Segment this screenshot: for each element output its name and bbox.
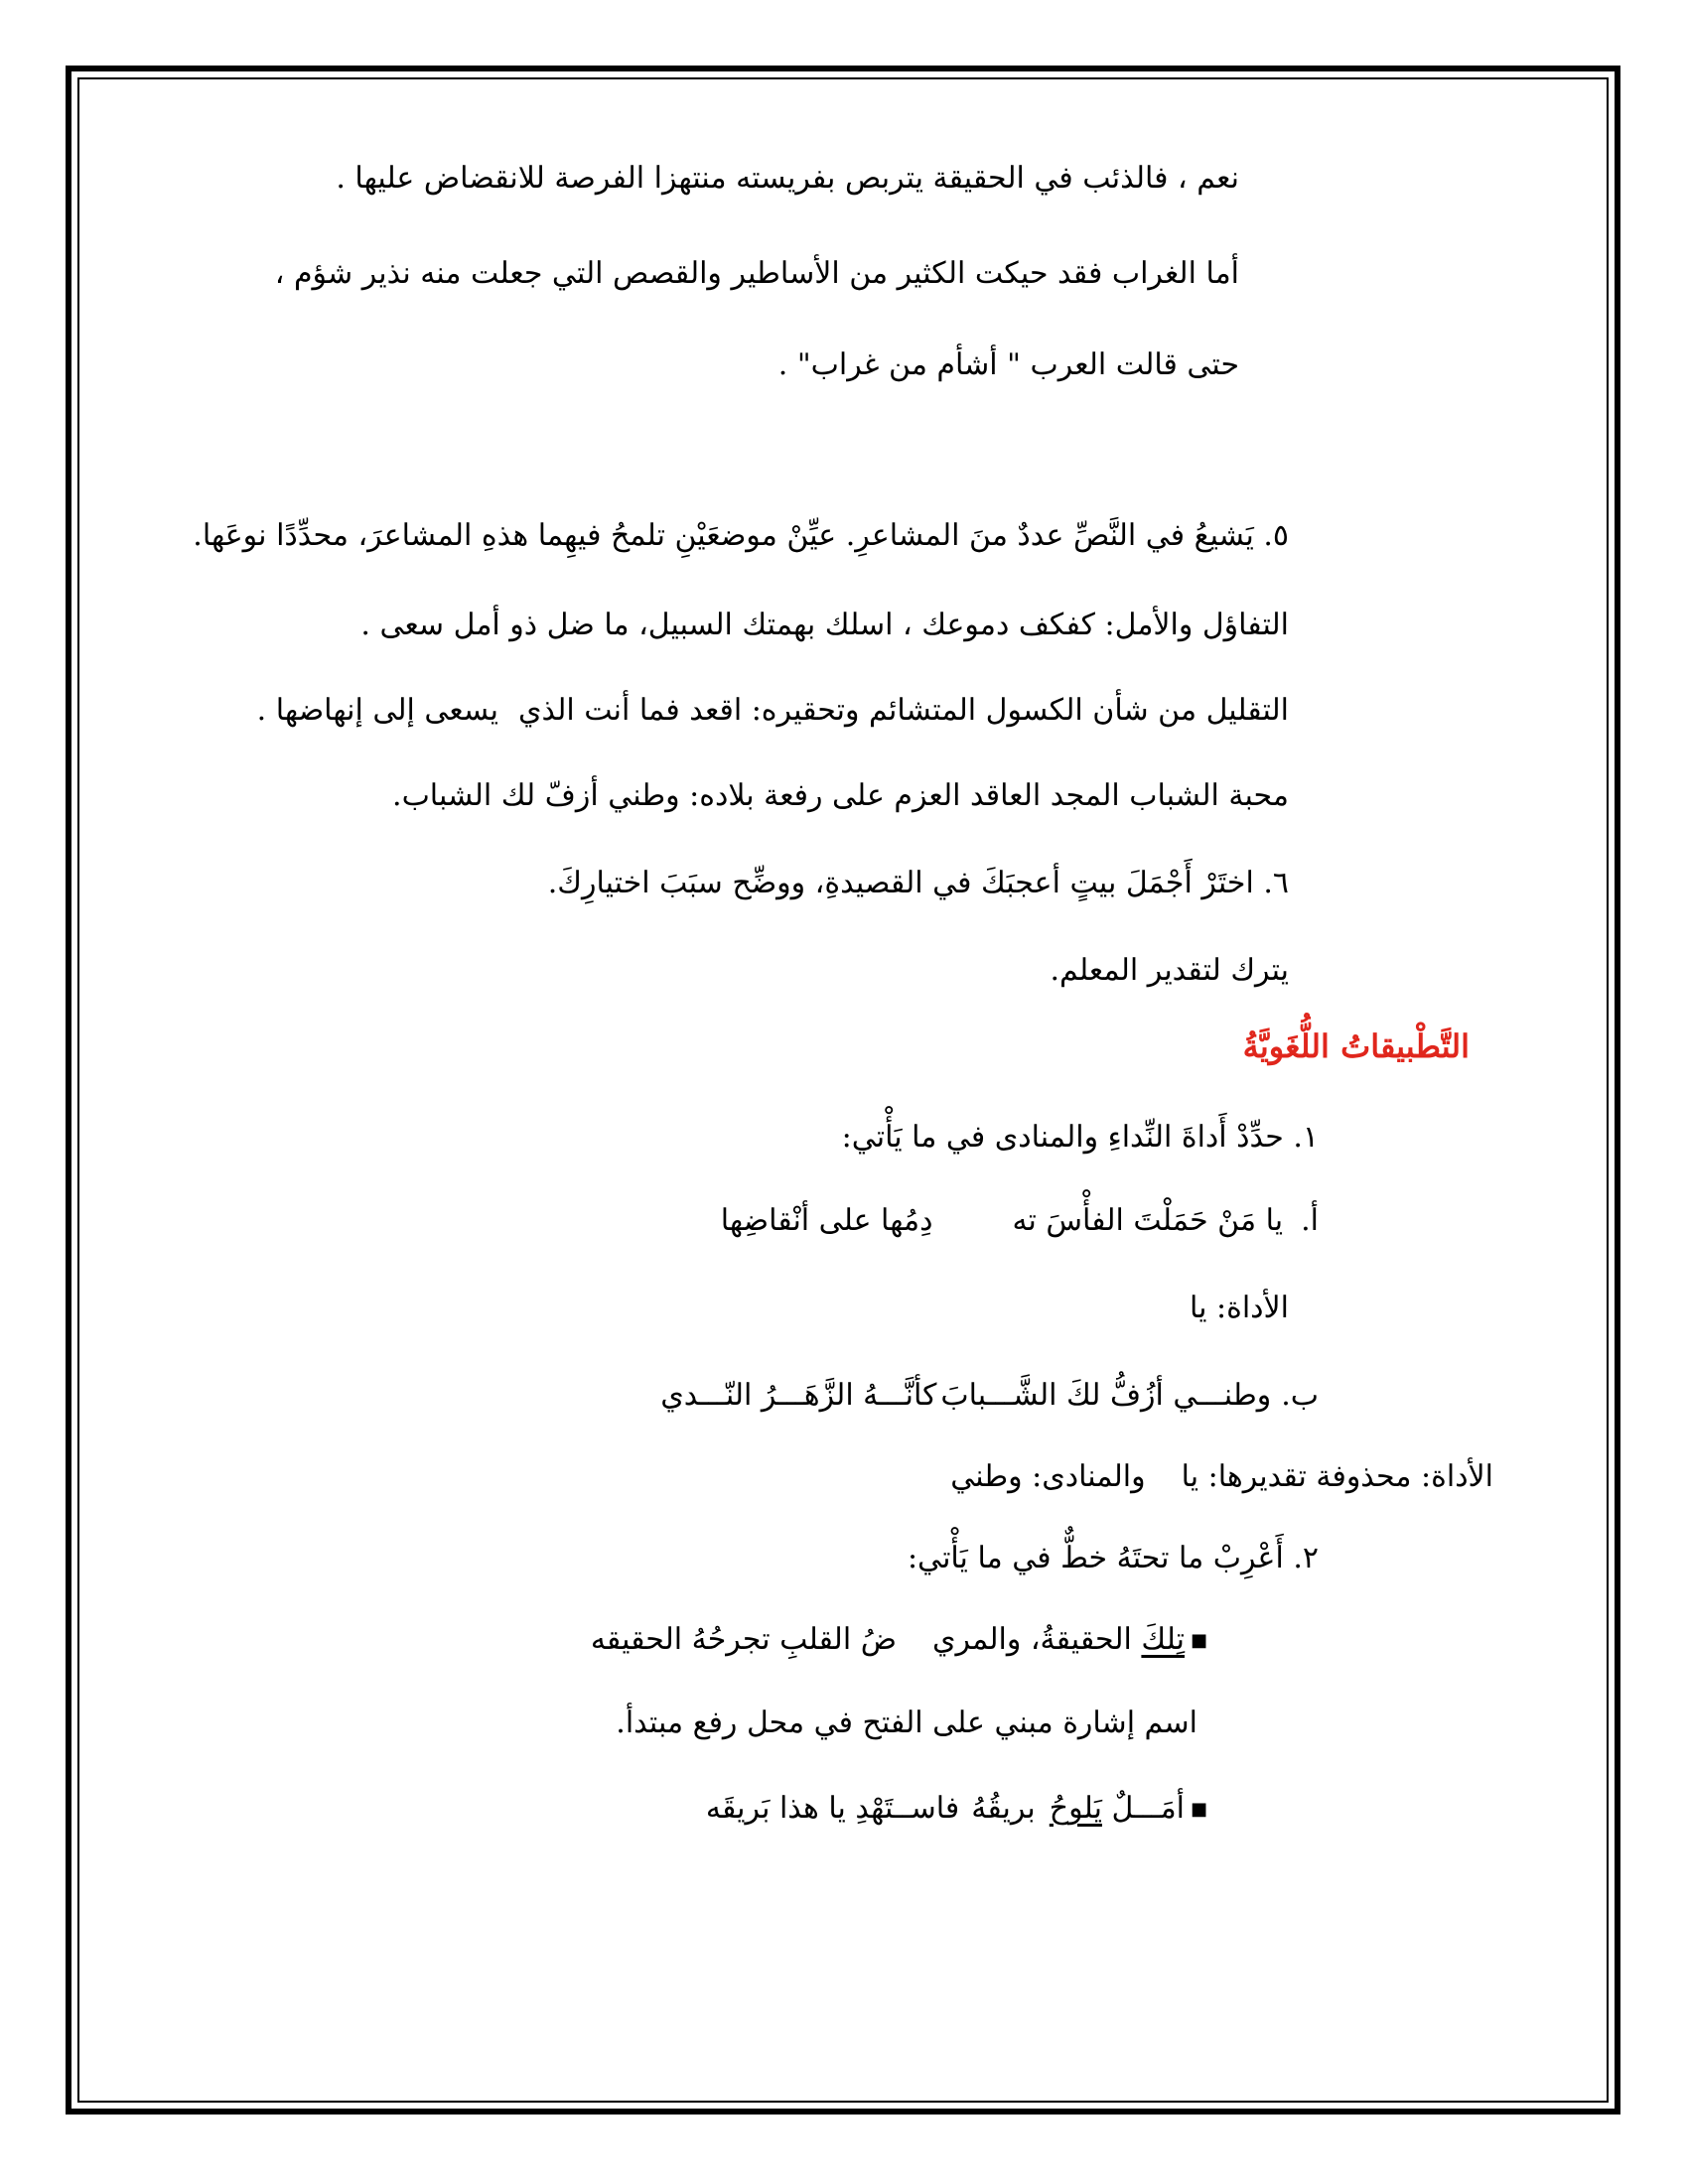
app2-question: ٢. أَعْرِبْ ما تحتَهُ خطٌّ في ما يَأْتي: [907,1541,1319,1575]
app1-question: ١. حدِّدْ أَداةَ النِّداءِ والمنادى في ما يَأْتي: [841,1120,1319,1155]
q5-answer-3: محبة الشباب المجد العاقد العزم على رفعة بلاده: وطني أزفّ لك الشباب. [392,778,1289,813]
para1-line1: نعم ، فالذئب في الحقيقة يتربص بفريسته منتهزا الفرصة للانقضاض عليها . [336,161,1239,196]
app2-bullet-2-underlined: يَلوحُ [1049,1791,1102,1826]
app1-verse-b [660,1374,1319,1418]
app1-a-hemistich-2: دِمُها على أنْقاضِها [720,1203,933,1238]
bullet-square-icon: ■ [1190,1799,1207,1820]
q6-question: ٦. اختَرْ أَجْمَلَ بيتٍ أعجبَكَ في القصيدةِ، ووضِّح سبَبَ اختيارِكَ. [547,866,1289,900]
q5-question: ٥. يَشيعُ في النَّصِّ عددٌ منَ المشاعرِ. عيِّنْ موضعَيْنِ تلمحُ فيهِما هذهِ المشاعرَ، محدِّدًا نوعَها. [193,518,1289,553]
app2-bullet-2 [706,1787,1207,1832]
q6-answer: يترك لتقدير المعلم. [1050,953,1289,988]
app2-bullet-2-part-a: أمَـــلٌ [1111,1791,1185,1826]
app1-a-answer: الأداة: يا [1190,1291,1289,1325]
app2-bullet-1-answer: اسم إشارة مبني على الفتح في محل رفع مبتدأ. [616,1706,1197,1740]
app2-bullet-2-part-b: بريقُهُ [971,1791,1036,1826]
app1-b-hemistich-1: وطنـــي أزُفُّ لكَ الشَّـــبابَ [940,1378,1272,1413]
para1-line3: حتى قالت العرب " أشأم من غراب" . [777,347,1239,382]
app2-bullet-1-rest-a: الحقيقةُ، والمري [931,1622,1132,1657]
q5-answer-2-part-a: التقليل من شأن الكسول المتشائم وتحقيره: اقعد فما أنت الذي [517,693,1289,728]
app1-verse-a [721,1199,1319,1243]
para1-line2: أما الغراب فقد حيكت الكثير من الأساطير والقصص التي جعلت منه نذير شؤم ، [274,256,1239,291]
bullet-square-icon: ■ [1190,1630,1207,1651]
app1-b-answer-part-a: الأداة: محذوفة تقديرها: يا [1181,1459,1493,1494]
app2-bullet-1-underlined: تِلكَ [1141,1622,1185,1657]
app2-bullet-1-rest-b: ضُ القلبِ تجرحُهُ الحقيقه [590,1622,897,1657]
app1-a-label: أ. [1301,1203,1319,1238]
app1-b-label: ب. [1281,1378,1319,1413]
app1-b-answer [950,1455,1493,1499]
app1-b-hemistich-2: كأنَّـــهُ الزَّهَـــرُ النّـــدي [660,1378,937,1413]
app2-bullet-2-part-c: فاســتَهْدِ يا هذا بَريقَه [705,1791,960,1826]
app2-bullet-1 [591,1618,1207,1663]
section-heading: التَّطْبيقاتُ اللُّغَويَّةُ [1242,1027,1470,1065]
app1-a-hemistich-1: يا مَنْ حَمَلْتَ الفأْسَ ته [1012,1203,1284,1238]
q5-answer-1: التفاؤل والأمل: كفكف دموعك ، اسلك بهمتك السبيل، ما ضل ذو أمل سعى . [360,608,1289,642]
app1-b-answer-part-b: والمنادى: وطني [950,1459,1146,1494]
q5-answer-2-part-b: يسعى إلى إنهاضها . [256,693,498,728]
q5-answer-2 [257,689,1289,733]
